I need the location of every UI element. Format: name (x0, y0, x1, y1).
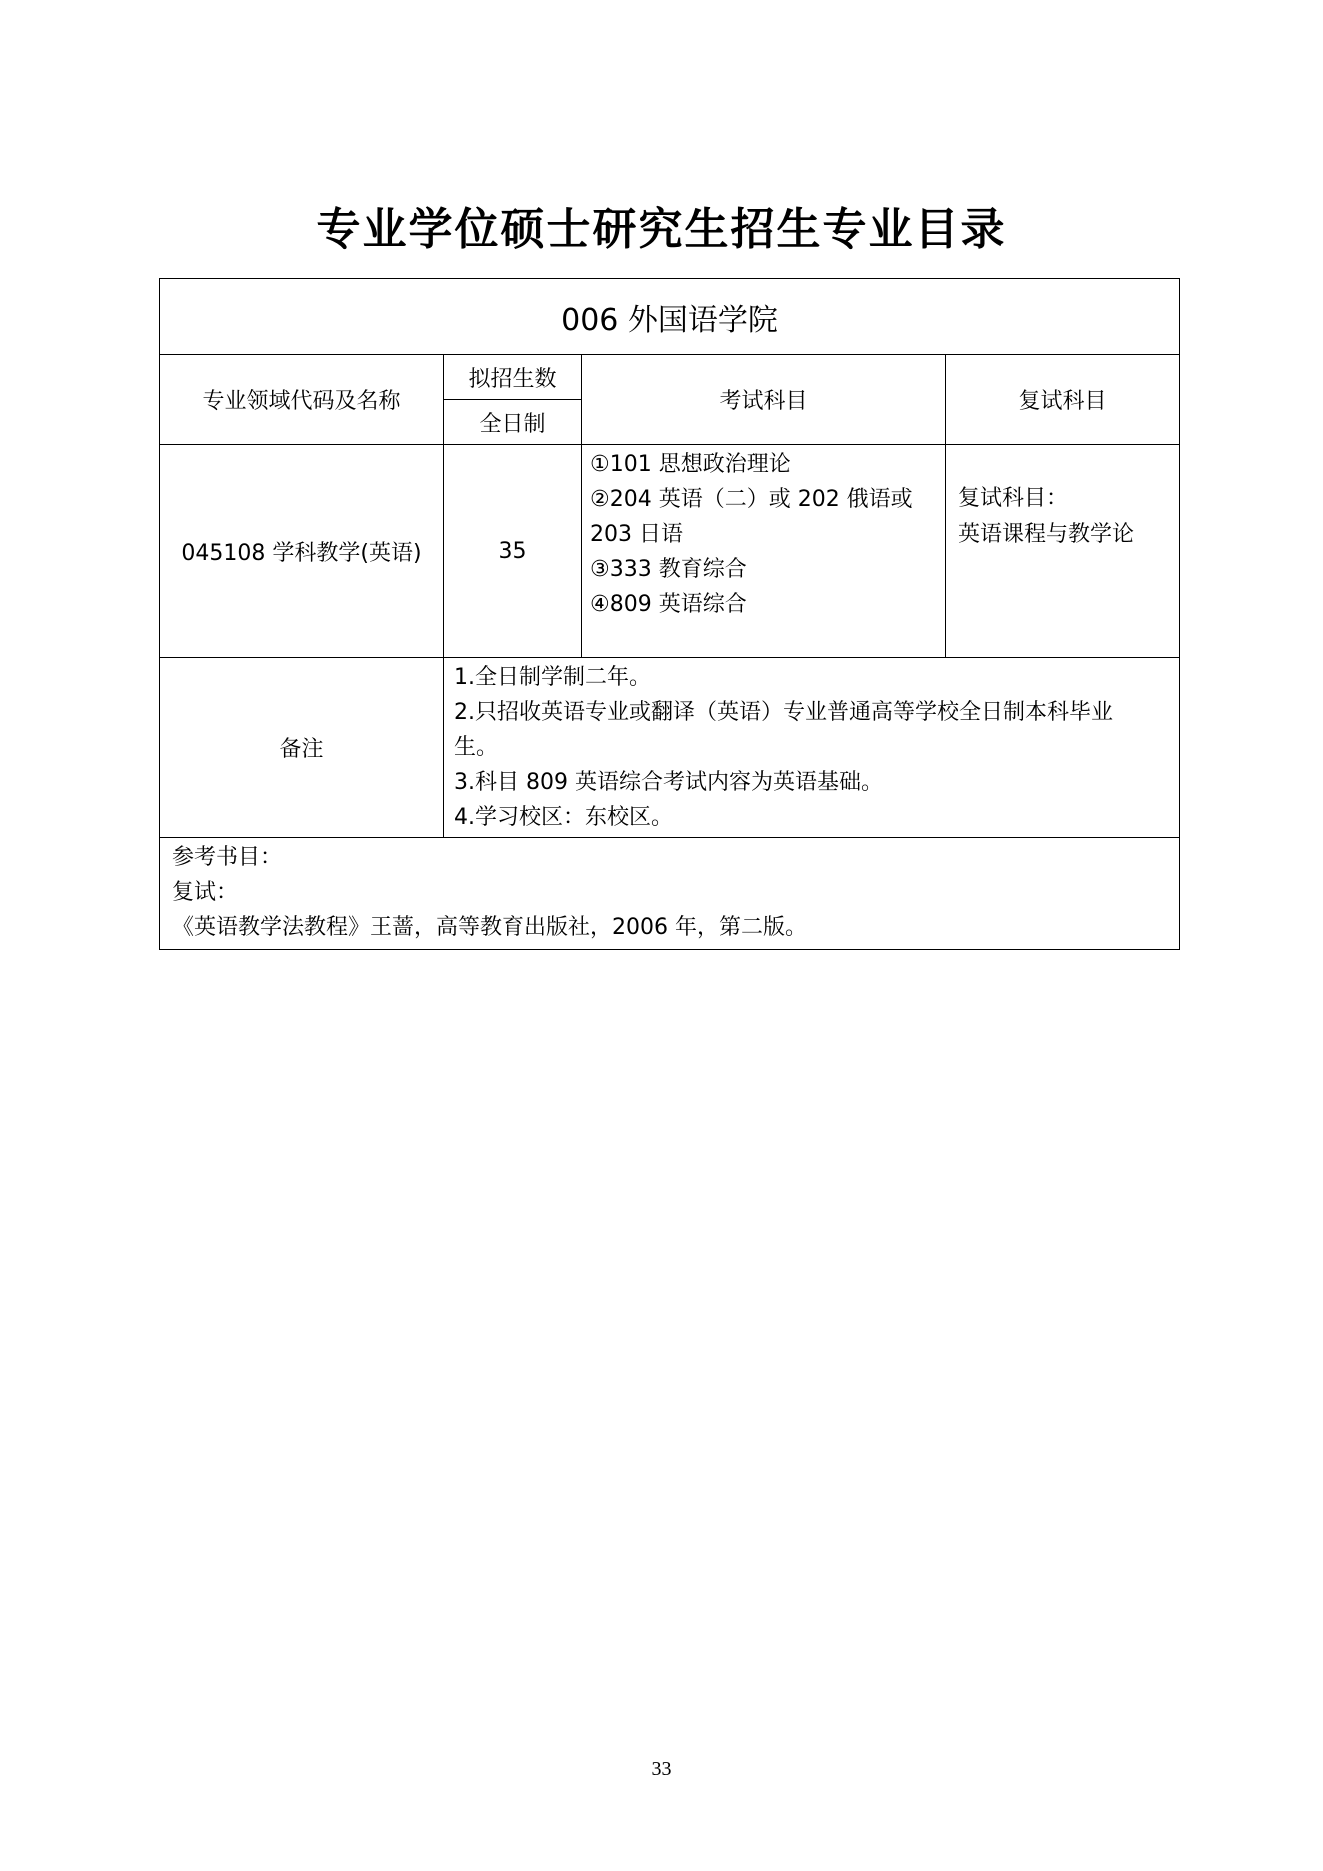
exam-line: ①101 思想政治理论 (590, 452, 791, 477)
exam-line: ③333 教育综合 (590, 557, 747, 582)
note-line: 4.学习校区：东校区。 (454, 805, 673, 830)
college-name: 006 外国语学院 (160, 279, 1180, 355)
header-quota-fulltime: 全日制 (444, 400, 582, 445)
note-line: 2.只招收英语专业或翻译（英语）专业普通高等学校全日制本科毕业 (454, 700, 1113, 725)
reference-line: 参考书目： (172, 845, 283, 870)
header-major: 专业领域代码及名称 (160, 355, 444, 445)
notes-label: 备注 (160, 658, 444, 838)
reference-line: 复试： (172, 880, 239, 905)
page-title: 专业学位硕士研究生招生专业目录 (316, 204, 1007, 255)
page-number: 33 (651, 1758, 672, 1780)
note-line: 1.全日制学制二年。 (454, 665, 651, 690)
quota-value: 35 (444, 445, 582, 658)
header-retest: 复试科目 (946, 355, 1180, 445)
retest-subjects (946, 445, 1180, 658)
note-line: 3.科目 809 英语综合考试内容为英语基础。 (454, 770, 883, 795)
exam-line: ④809 英语综合 (590, 592, 747, 617)
retest-line: 复试科目： (958, 486, 1069, 511)
catalog-table (159, 278, 1180, 950)
exam-line: ②204 英语（二）或 202 俄语或 (590, 487, 913, 512)
exam-subjects (582, 445, 946, 658)
references (160, 838, 1180, 950)
header-quota: 拟招生数 (444, 355, 582, 400)
table-row (160, 445, 1180, 658)
exam-line: 203 日语 (590, 522, 683, 547)
header-exam: 考试科目 (582, 355, 946, 445)
major-name: 045108 学科教学(英语) (160, 445, 444, 658)
note-line: 生。 (454, 735, 499, 760)
retest-line: 英语课程与教学论 (958, 522, 1135, 547)
notes-content (444, 658, 1180, 838)
reference-line: 《英语教学法教程》王蔷，高等教育出版社，2006 年，第二版。 (172, 915, 807, 940)
